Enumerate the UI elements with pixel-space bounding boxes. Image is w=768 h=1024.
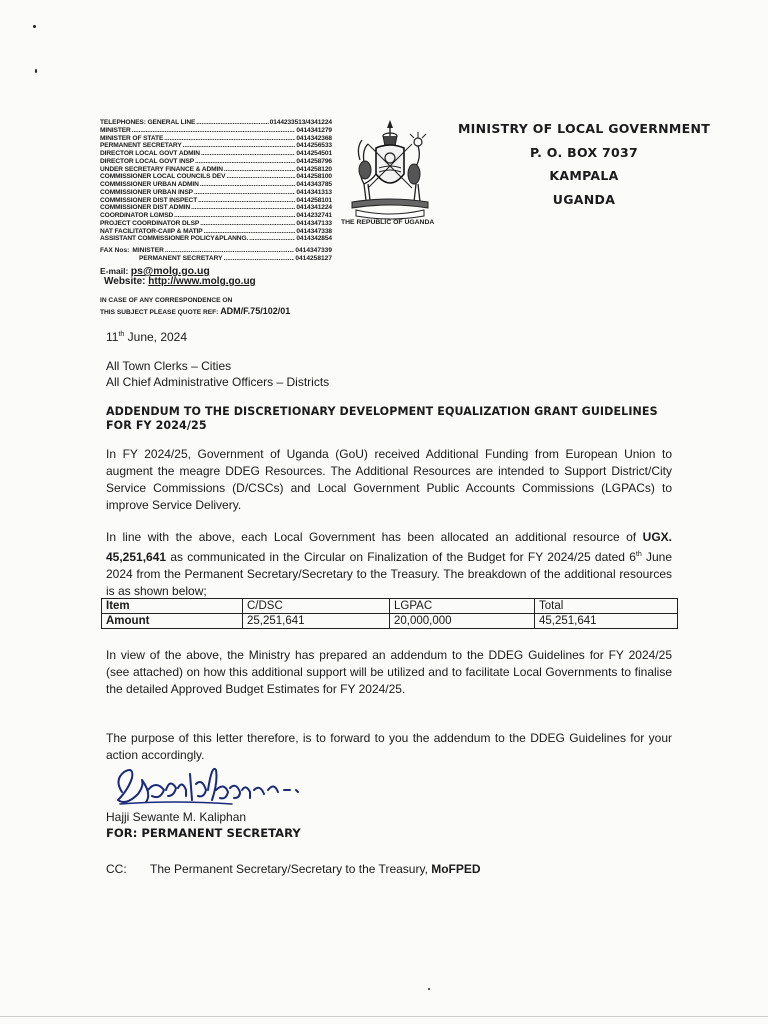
contact-number: 0414258796 bbox=[296, 157, 332, 165]
contact-row bbox=[100, 142, 332, 150]
contact-number: 0414258101 bbox=[296, 196, 332, 204]
contact-label: COMMISSIONER DIST ADMIN bbox=[100, 204, 191, 212]
contact-row bbox=[100, 189, 332, 197]
paragraph-funding: In FY 2024/25, Government of Uganda (GoU) received Additional Funding from European Union to augment the meagre DDEG Resources. The Additional Resources are intended to Support District/City Service Commissions (D/CSCs) and Local Government Public Accounts Commissions (LGPACs) to improve Service Delivery. bbox=[106, 447, 672, 512]
scan-speck bbox=[33, 25, 36, 28]
table-cell: 45,251,641 bbox=[535, 614, 678, 629]
allocation-text-c: June 2024 from the Permanent Secretary/Secretary to the Treasury. The breakdown of the additional resources is as shown below; bbox=[106, 550, 673, 598]
contact-row bbox=[100, 228, 332, 236]
ref-line-2: THIS SUBJECT PLEASE QUOTE REF: bbox=[100, 309, 219, 316]
table-cell: 20,000,000 bbox=[390, 614, 535, 629]
contact-label: UNDER SECRETARY FINANCE & ADMIN bbox=[100, 165, 223, 173]
contact-number: 0414254501 bbox=[296, 150, 332, 157]
contact-label: MINISTER OF STATE bbox=[100, 134, 164, 142]
table-cell: Amount bbox=[102, 614, 243, 629]
allocation-amount: UGX. 45,251,641 bbox=[106, 530, 672, 564]
contact-label: DIRECTOR LOCAL GOVT ADMIN bbox=[100, 150, 200, 157]
contact-number: 0414342854 bbox=[296, 235, 332, 243]
contact-row bbox=[100, 173, 332, 181]
table-header-row bbox=[102, 599, 678, 614]
allocation-date-suffix: th bbox=[635, 551, 642, 558]
contact-label: TELEPHONES: GENERAL LINE bbox=[100, 119, 196, 126]
date-day: 11 bbox=[106, 330, 119, 344]
contact-label: PERMANENT SECRETARY bbox=[100, 142, 182, 150]
contact-number: 0144233513/4341224 bbox=[269, 119, 332, 126]
ref-value: ADM/F.75/102/01 bbox=[220, 306, 291, 316]
paragraph-allocation bbox=[106, 529, 672, 600]
contact-number: 0414256533 bbox=[296, 142, 332, 150]
contact-row bbox=[100, 150, 332, 158]
contact-row bbox=[100, 166, 332, 174]
contact-label: COMMISSIONER URBAN ADMIN bbox=[100, 181, 199, 188]
ministry-po-box: P. O. BOX 7037 bbox=[529, 144, 639, 160]
cc-org: MoFPED bbox=[431, 862, 481, 876]
uganda-coat-of-arms-icon bbox=[338, 118, 442, 222]
contact-row bbox=[100, 135, 332, 143]
website-link[interactable]: http://www.molg.go.ug bbox=[148, 276, 256, 287]
date-rest: June, 2024 bbox=[124, 330, 188, 344]
ministry-heading bbox=[450, 121, 718, 215]
carbon-copy-line bbox=[106, 862, 481, 876]
reference-block bbox=[100, 296, 290, 318]
email-label: E-mail: bbox=[100, 266, 129, 276]
signatory-name: Hajji Sewante M. Kaliphan bbox=[106, 810, 247, 824]
addressees bbox=[106, 359, 329, 390]
table-header-cell: C/DSC bbox=[243, 599, 390, 614]
ministry-country: UGANDA bbox=[552, 191, 616, 207]
fax-ps-label: PERMANENT SECRETARY bbox=[139, 254, 223, 262]
table-row bbox=[102, 614, 678, 629]
contact-row bbox=[100, 212, 332, 220]
contact-row bbox=[100, 127, 332, 135]
cc-text: The Permanent Secretary/Secretary to the Treasury, bbox=[150, 862, 432, 876]
table-header-cell: Total bbox=[535, 599, 678, 614]
contact-label: ASSISTANT COMMISSIONER POLICY&PLANNG. bbox=[100, 235, 249, 243]
contact-row bbox=[100, 181, 332, 189]
email-link[interactable]: ps@molg.go.ug bbox=[130, 265, 210, 277]
contact-row bbox=[100, 158, 332, 166]
table-cell: 25,251,641 bbox=[243, 614, 390, 629]
fax-minister-number: 0414347339 bbox=[295, 247, 332, 254]
contact-number: 0414341224 bbox=[296, 204, 332, 212]
contact-number: 0414258120 bbox=[296, 165, 332, 173]
contact-label: MINISTER bbox=[100, 126, 131, 134]
page-edge bbox=[0, 1016, 768, 1017]
cc-label: CC: bbox=[106, 862, 127, 876]
contact-label: COMMISSIONER DIST INSPECT bbox=[100, 196, 198, 204]
contact-row bbox=[100, 119, 332, 127]
table-header-cell: LGPAC bbox=[390, 599, 535, 614]
website-label: Website: bbox=[104, 276, 146, 287]
scan-speck bbox=[35, 69, 37, 73]
contact-row bbox=[100, 235, 332, 243]
allocation-text-a: In line with the above, each Local Government has been allocated an additional resource of bbox=[106, 530, 643, 544]
contact-number: 0414342368 bbox=[296, 134, 332, 142]
resource-breakdown-table bbox=[101, 598, 678, 629]
paragraph-purpose: The purpose of this letter therefore, is to forward to you the addendum to the DDEG Guidelines for your action accordingly. bbox=[106, 731, 672, 762]
fax-minister-label: MINISTER bbox=[132, 247, 164, 254]
fax-ps-number: 0414258127 bbox=[295, 254, 332, 262]
contact-label: COORDINATOR LGMSD bbox=[100, 212, 174, 219]
website-line bbox=[104, 276, 256, 287]
contact-label: COMMISSIONER URBAN INSP bbox=[100, 188, 193, 196]
contact-row bbox=[100, 204, 332, 212]
contact-label: NAT FACILITATOR-CAIIP & MATIP bbox=[100, 227, 203, 235]
ministry-name: MINISTRY OF LOCAL GOVERNMENT bbox=[457, 121, 711, 136]
contact-number: 0414347338 bbox=[296, 227, 332, 235]
contact-number: 0414232741 bbox=[296, 212, 332, 219]
republic-of-uganda-label: THE REPUBLIC OF UGANDA bbox=[341, 219, 435, 226]
contact-number: 0414341313 bbox=[296, 188, 332, 196]
addressee-caos: All Chief Administrative Officers – Districts bbox=[106, 374, 330, 389]
handwritten-signature-icon bbox=[112, 760, 332, 812]
contact-number: 0414341279 bbox=[296, 126, 332, 134]
ref-line-1: IN CASE OF ANY CORRESPONDENCE ON bbox=[100, 297, 233, 304]
letter-subject: ADDENDUM TO THE DISCRETIONARY DEVELOPMENT EQUALIZATION GRANT GUIDELINES FOR FY 2024/25 bbox=[106, 405, 658, 432]
date-suffix: th bbox=[118, 331, 125, 338]
telephone-directory bbox=[100, 119, 332, 243]
contact-number: 0414258100 bbox=[296, 173, 332, 181]
contact-label: COMMISSIONER LOCAL COUNCILS DEV bbox=[100, 173, 226, 181]
fax-label: FAX Nos: bbox=[100, 247, 130, 254]
fax-numbers bbox=[100, 247, 332, 263]
table-header-cell: Item bbox=[102, 599, 243, 614]
contact-label: DIRECTOR LOCAL GOVT INSP bbox=[100, 157, 195, 165]
contact-row bbox=[100, 220, 332, 228]
ministry-city: KAMPALA bbox=[549, 168, 619, 183]
allocation-text-b: as communicated in the Circular on Finalization of the Budget for FY 2024/25 dated 6 bbox=[166, 550, 636, 564]
signatory-role: FOR: PERMANENT SECRETARY bbox=[106, 826, 301, 840]
contact-number: 0414343785 bbox=[296, 181, 332, 188]
addressee-town-clerks: All Town Clerks – Cities bbox=[106, 359, 232, 373]
letter-date bbox=[106, 330, 187, 344]
contact-label: PROJECT COORDINATOR DLSP bbox=[100, 219, 200, 227]
contact-row bbox=[100, 197, 332, 205]
paragraph-addendum: In view of the above, the Ministry has prepared an addendum to the DDEG Guidelines for FY 2024/25 (see attached) on how this additional support will be utilized and to facilitate Local Governments to finalise the detailed Approved Budget Estimates for FY 2024/25. bbox=[106, 648, 672, 696]
contact-number: 0414347133 bbox=[296, 219, 332, 227]
scan-speck bbox=[428, 988, 430, 990]
